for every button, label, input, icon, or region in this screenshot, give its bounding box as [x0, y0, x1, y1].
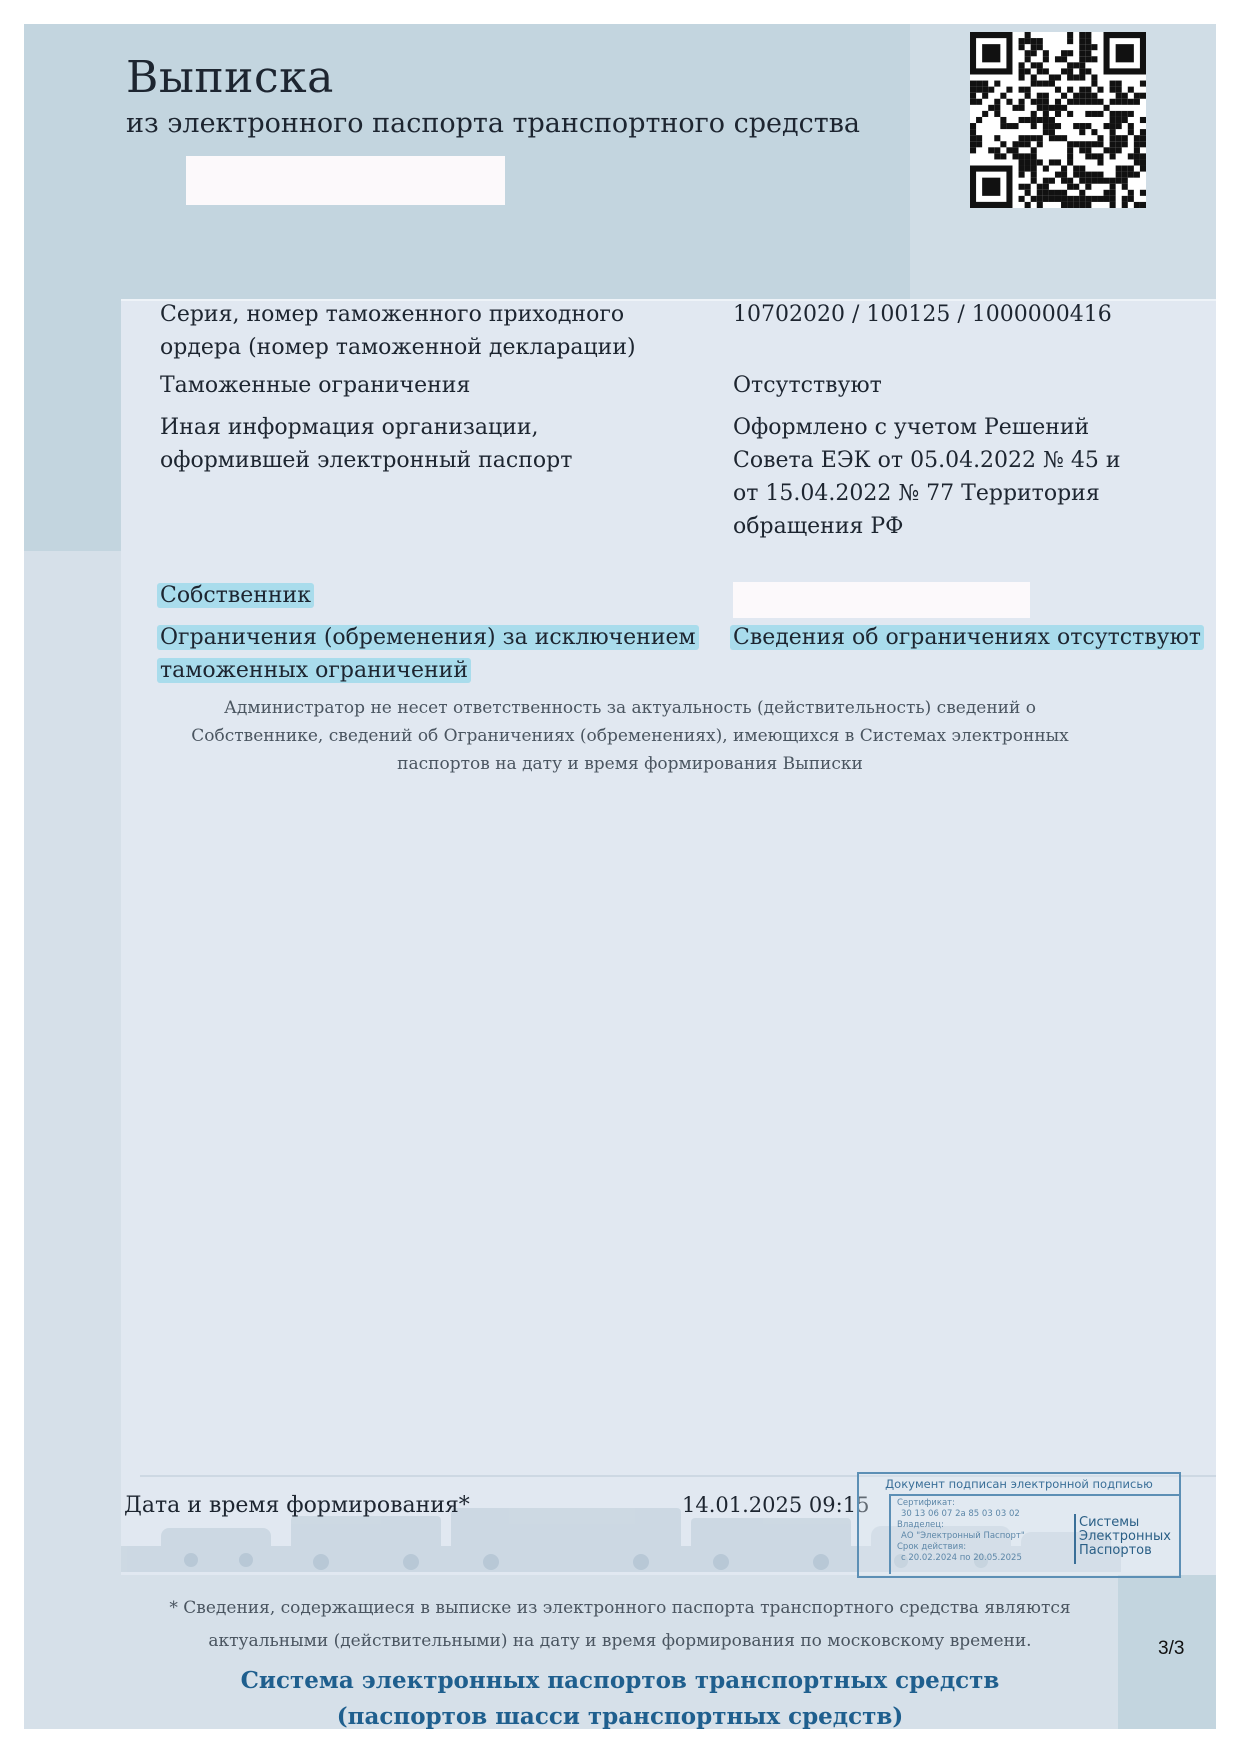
electronic-signature-stamp: [857, 1472, 1181, 1578]
restrictions-label: Ограничения (обременения) за исключением таможенных ограничений: [157, 621, 717, 687]
administrator-notice: Администратор не несет ответственность за актуальность (действительность) сведений о Собственнике, сведений об Ограничениях (обременениях), имеющихся в Системах электронных паспортов на дату и время формирования Выписки: [191, 698, 1069, 774]
row-label-other-info: Иная информация организации, оформившей электронный паспорт: [160, 415, 573, 473]
row-label-customs-order: Серия, номер таможенного приходного ордера (номер таможенной декларации): [160, 302, 636, 360]
row-value-other-info: Оформлено с учетом Решений Совета ЕЭК от 05.04.2022 № 45 и от 15.04.2022 № 77 Территория обращения РФ: [733, 415, 1121, 539]
row-value-customs-order: 10702020 / 100125 / 1000000416: [733, 302, 1112, 327]
row-label-customs-restrictions: Таможенные ограничения: [160, 373, 471, 398]
signature-brand: Системы Электронных Паспортов: [1079, 1515, 1171, 1558]
document-subtitle: из электронного паспорта транспортного средства: [126, 108, 861, 139]
owner-label: Собственник: [157, 579, 314, 612]
signature-brand-bar: [1074, 1514, 1076, 1564]
page-number: 3/3: [1158, 1638, 1185, 1659]
document-title: Выписка: [126, 52, 334, 103]
redacted-field: [186, 156, 505, 205]
signature-details: Сертификат: 30 13 06 07 2a 85 03 03 02 Владелец: АО "Электронный Паспорт" Срок действия: с 20.02.2024 по 20.05.2025: [897, 1498, 1025, 1563]
left-band: [24, 299, 121, 551]
system-name: Система электронных паспортов транспортных средств (паспортов шасси транспортных средств): [240, 1667, 1000, 1730]
row-value-customs-restrictions: Отсутствуют: [733, 373, 882, 398]
signature-title: Документ подписан электронной подписью: [885, 1477, 1153, 1491]
restrictions-value: Сведения об ограничениях отсутствуют: [730, 621, 1210, 654]
generation-label: Дата и время формирования*: [124, 1493, 470, 1518]
footnote: * Сведения, содержащиеся в выписке из электронного паспорта транспортного средства являются актуальными (действительными) на дату и время формирования по московскому времени.: [169, 1598, 1071, 1651]
owner-redacted: [733, 582, 1030, 618]
qr-code-icon: [970, 32, 1146, 208]
generation-datetime: 14.01.2025 09:15: [682, 1493, 870, 1517]
